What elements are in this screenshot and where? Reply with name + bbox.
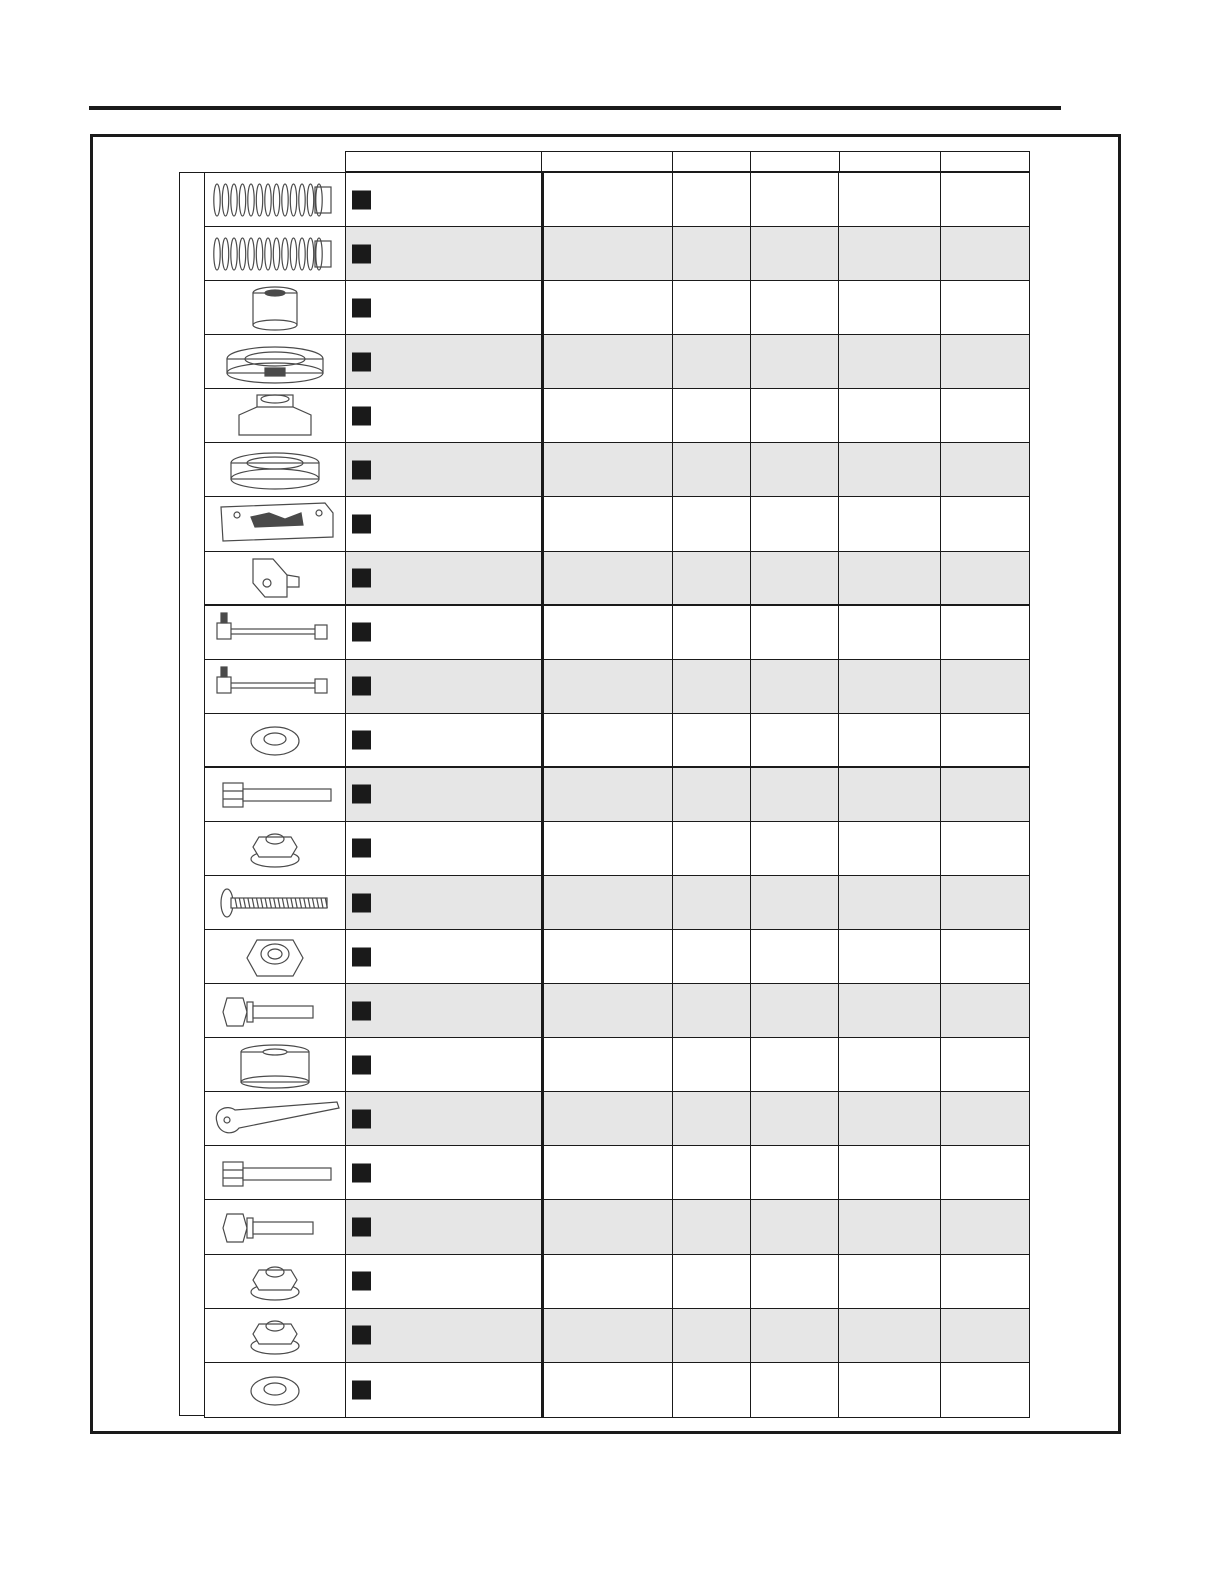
part-col-b (673, 173, 751, 226)
part-col-b (673, 552, 751, 604)
part-col-d (839, 1146, 941, 1199)
part-col-a (542, 930, 673, 983)
table-row (205, 389, 1029, 443)
part-col-a (542, 822, 673, 875)
part-col-a (542, 714, 673, 766)
part-col-c (751, 984, 840, 1037)
part-image (205, 1146, 346, 1199)
part-col-c (751, 552, 840, 604)
part-col-e (941, 606, 1029, 659)
part-col-c (751, 335, 840, 388)
part-col-e (941, 443, 1029, 496)
link-icon (207, 661, 343, 711)
washer-icon (207, 715, 343, 765)
table-row (205, 1363, 1029, 1417)
part-number-marker (352, 730, 371, 749)
table-row (205, 1038, 1029, 1092)
cylinder-spacer-icon (207, 283, 343, 333)
part-col-c (751, 822, 840, 875)
part-description-cell (346, 1146, 543, 1199)
table-row (205, 714, 1029, 768)
part-col-e (941, 497, 1029, 550)
part-description-cell (346, 1200, 543, 1253)
isolator-icon (207, 445, 343, 495)
parts-table (204, 172, 1030, 1418)
part-number-marker (352, 190, 371, 209)
part-number-marker (352, 515, 371, 534)
part-col-c (751, 281, 840, 334)
part-image (205, 1363, 346, 1417)
kit-side-column (179, 172, 204, 1416)
part-col-a (542, 1038, 673, 1091)
part-description-cell (346, 497, 543, 550)
part-col-c (751, 1309, 840, 1362)
part-col-a (542, 389, 673, 442)
plate-icon (207, 499, 343, 549)
part-col-e (941, 227, 1029, 280)
part-description-cell (346, 1092, 543, 1145)
flange-nut-icon (207, 1256, 343, 1306)
part-col-d (839, 660, 941, 713)
part-description-cell (346, 552, 543, 604)
part-col-a (542, 1309, 673, 1362)
header-col-d (840, 152, 942, 171)
part-col-a (542, 173, 673, 226)
table-row (205, 930, 1029, 984)
part-col-d (839, 768, 941, 821)
header-col-b (673, 152, 751, 171)
part-description-cell (346, 443, 543, 496)
wrench-icon (207, 1094, 343, 1144)
part-number-marker (352, 677, 371, 696)
part-col-c (751, 227, 840, 280)
part-col-b (673, 1309, 751, 1362)
table-row (205, 1092, 1029, 1146)
flange-nut-icon (207, 1310, 343, 1360)
part-col-d (839, 1309, 941, 1362)
header-col-e (941, 152, 1029, 171)
part-number-marker (352, 568, 371, 587)
lock-nut-icon (207, 932, 343, 982)
flange-nut-icon (207, 823, 343, 873)
part-col-a (542, 281, 673, 334)
part-description-cell (346, 173, 543, 226)
part-col-b (673, 1092, 751, 1145)
bracket-icon (207, 553, 343, 603)
part-col-e (941, 1146, 1029, 1199)
part-col-c (751, 1146, 840, 1199)
table-row (205, 984, 1029, 1038)
part-col-e (941, 930, 1029, 983)
part-description-cell (346, 930, 543, 983)
part-col-c (751, 1038, 840, 1091)
part-col-a (542, 768, 673, 821)
part-image (205, 714, 346, 766)
part-col-d (839, 1092, 941, 1145)
part-col-a (542, 606, 673, 659)
part-image (205, 1309, 346, 1362)
part-col-b (673, 714, 751, 766)
part-image (205, 768, 346, 821)
part-description-cell (346, 984, 543, 1037)
part-image (205, 389, 346, 442)
part-col-a (542, 1146, 673, 1199)
screw-icon (207, 878, 343, 928)
part-image (205, 227, 346, 280)
part-number-marker (352, 460, 371, 479)
part-col-c (751, 497, 840, 550)
part-col-b (673, 1255, 751, 1308)
part-col-e (941, 1200, 1029, 1253)
part-col-a (542, 660, 673, 713)
part-image (205, 497, 346, 550)
part-col-a (542, 1255, 673, 1308)
part-col-d (839, 822, 941, 875)
hex-bolt-icon (207, 769, 343, 819)
part-col-d (839, 1363, 941, 1417)
part-col-d (839, 281, 941, 334)
part-number-marker (352, 1272, 371, 1291)
part-col-b (673, 1146, 751, 1199)
part-description-cell (346, 389, 543, 442)
part-number-marker (352, 1109, 371, 1128)
part-col-e (941, 1255, 1029, 1308)
part-image (205, 443, 346, 496)
part-col-d (839, 714, 941, 766)
part-col-a (542, 443, 673, 496)
table-row (205, 281, 1029, 335)
part-col-d (839, 1255, 941, 1308)
part-col-b (673, 822, 751, 875)
part-col-d (839, 1200, 941, 1253)
part-col-b (673, 497, 751, 550)
table-row (205, 443, 1029, 497)
part-col-b (673, 335, 751, 388)
part-col-b (673, 227, 751, 280)
table-row (205, 497, 1029, 551)
part-col-d (839, 876, 941, 929)
coil-spring-icon (207, 229, 343, 279)
table-row (205, 1255, 1029, 1309)
table-row (205, 173, 1029, 227)
part-col-a (542, 984, 673, 1037)
part-description-cell (346, 768, 543, 821)
part-description-cell (346, 1363, 543, 1417)
part-col-e (941, 1038, 1029, 1091)
part-number-marker (352, 1001, 371, 1020)
part-col-c (751, 930, 840, 983)
part-col-d (839, 335, 941, 388)
part-description-cell (346, 822, 543, 875)
part-col-e (941, 876, 1029, 929)
part-col-b (673, 281, 751, 334)
hex-bolt-icon (207, 1148, 343, 1198)
part-col-c (751, 1092, 840, 1145)
part-number-marker (352, 623, 371, 642)
part-number-marker (352, 839, 371, 858)
part-col-b (673, 1363, 751, 1417)
part-description-cell (346, 281, 543, 334)
part-col-c (751, 389, 840, 442)
part-description-cell (346, 660, 543, 713)
part-col-e (941, 173, 1029, 226)
part-col-b (673, 660, 751, 713)
flange-bolt-icon (207, 986, 343, 1036)
table-row (205, 606, 1029, 660)
part-col-d (839, 227, 941, 280)
part-col-a (542, 497, 673, 550)
part-number-marker (352, 785, 371, 804)
part-col-d (839, 389, 941, 442)
part-col-e (941, 389, 1029, 442)
table-row (205, 335, 1029, 389)
part-number-marker (352, 1218, 371, 1237)
part-image (205, 552, 346, 604)
top-rule (89, 106, 1061, 110)
part-col-a (542, 1092, 673, 1145)
part-col-e (941, 768, 1029, 821)
part-col-c (751, 606, 840, 659)
part-col-d (839, 497, 941, 550)
part-image (205, 822, 346, 875)
ring-spacer-icon (207, 337, 343, 387)
washer-icon (207, 1365, 343, 1415)
part-col-a (542, 552, 673, 604)
part-number-marker (352, 1163, 371, 1182)
part-description-cell (346, 876, 543, 929)
part-col-b (673, 389, 751, 442)
cap-spacer-icon (207, 391, 343, 441)
part-col-c (751, 443, 840, 496)
part-image (205, 1255, 346, 1308)
part-col-b (673, 443, 751, 496)
header-description (346, 152, 542, 171)
part-image (205, 984, 346, 1037)
part-col-c (751, 1255, 840, 1308)
part-number-marker (352, 1380, 371, 1399)
part-image (205, 660, 346, 713)
part-col-c (751, 173, 840, 226)
part-image (205, 876, 346, 929)
part-col-b (673, 984, 751, 1037)
part-number-marker (352, 244, 371, 263)
part-number-marker (352, 947, 371, 966)
part-col-b (673, 930, 751, 983)
table-header (345, 151, 1030, 172)
part-number-marker (352, 1055, 371, 1074)
part-col-d (839, 443, 941, 496)
part-col-c (751, 1200, 840, 1253)
table-row (205, 552, 1029, 606)
part-col-e (941, 1363, 1029, 1417)
part-col-d (839, 606, 941, 659)
part-col-c (751, 660, 840, 713)
part-col-e (941, 714, 1029, 766)
part-image (205, 930, 346, 983)
part-col-b (673, 1038, 751, 1091)
part-col-d (839, 930, 941, 983)
part-col-a (542, 335, 673, 388)
part-col-b (673, 1200, 751, 1253)
part-number-marker (352, 893, 371, 912)
part-description-cell (346, 1309, 543, 1362)
part-col-a (542, 1363, 673, 1417)
part-number-marker (352, 406, 371, 425)
part-col-a (542, 227, 673, 280)
link-icon (207, 607, 343, 657)
table-row (205, 1309, 1029, 1363)
part-col-e (941, 552, 1029, 604)
sleeve-icon (207, 1040, 343, 1090)
part-col-c (751, 768, 840, 821)
part-col-e (941, 1309, 1029, 1362)
part-number-marker (352, 298, 371, 317)
part-col-d (839, 1038, 941, 1091)
part-col-b (673, 606, 751, 659)
part-col-c (751, 1363, 840, 1417)
header-col-a (542, 152, 673, 171)
table-row (205, 876, 1029, 930)
table-row (205, 1200, 1029, 1254)
part-col-d (839, 984, 941, 1037)
part-col-e (941, 984, 1029, 1037)
table-row (205, 227, 1029, 281)
coil-spring-icon (207, 175, 343, 225)
part-image (205, 1038, 346, 1091)
part-col-a (542, 876, 673, 929)
part-col-e (941, 281, 1029, 334)
part-col-c (751, 876, 840, 929)
part-image (205, 281, 346, 334)
part-col-b (673, 768, 751, 821)
table-row (205, 660, 1029, 714)
part-description-cell (346, 227, 543, 280)
part-number-marker (352, 1326, 371, 1345)
part-description-cell (346, 335, 543, 388)
part-image (205, 606, 346, 659)
part-col-d (839, 173, 941, 226)
part-image (205, 173, 346, 226)
part-col-e (941, 660, 1029, 713)
part-description-cell (346, 714, 543, 766)
part-col-c (751, 714, 840, 766)
part-col-e (941, 1092, 1029, 1145)
part-description-cell (346, 606, 543, 659)
table-row (205, 822, 1029, 876)
part-image (205, 1200, 346, 1253)
part-col-b (673, 876, 751, 929)
flange-bolt-icon (207, 1202, 343, 1252)
part-number-marker (352, 352, 371, 371)
table-row (205, 1146, 1029, 1200)
part-col-d (839, 552, 941, 604)
part-image (205, 1092, 346, 1145)
header-col-c (751, 152, 840, 171)
part-col-a (542, 1200, 673, 1253)
part-col-e (941, 822, 1029, 875)
part-col-e (941, 335, 1029, 388)
part-description-cell (346, 1038, 543, 1091)
part-image (205, 335, 346, 388)
part-description-cell (346, 1255, 543, 1308)
table-row (205, 768, 1029, 822)
